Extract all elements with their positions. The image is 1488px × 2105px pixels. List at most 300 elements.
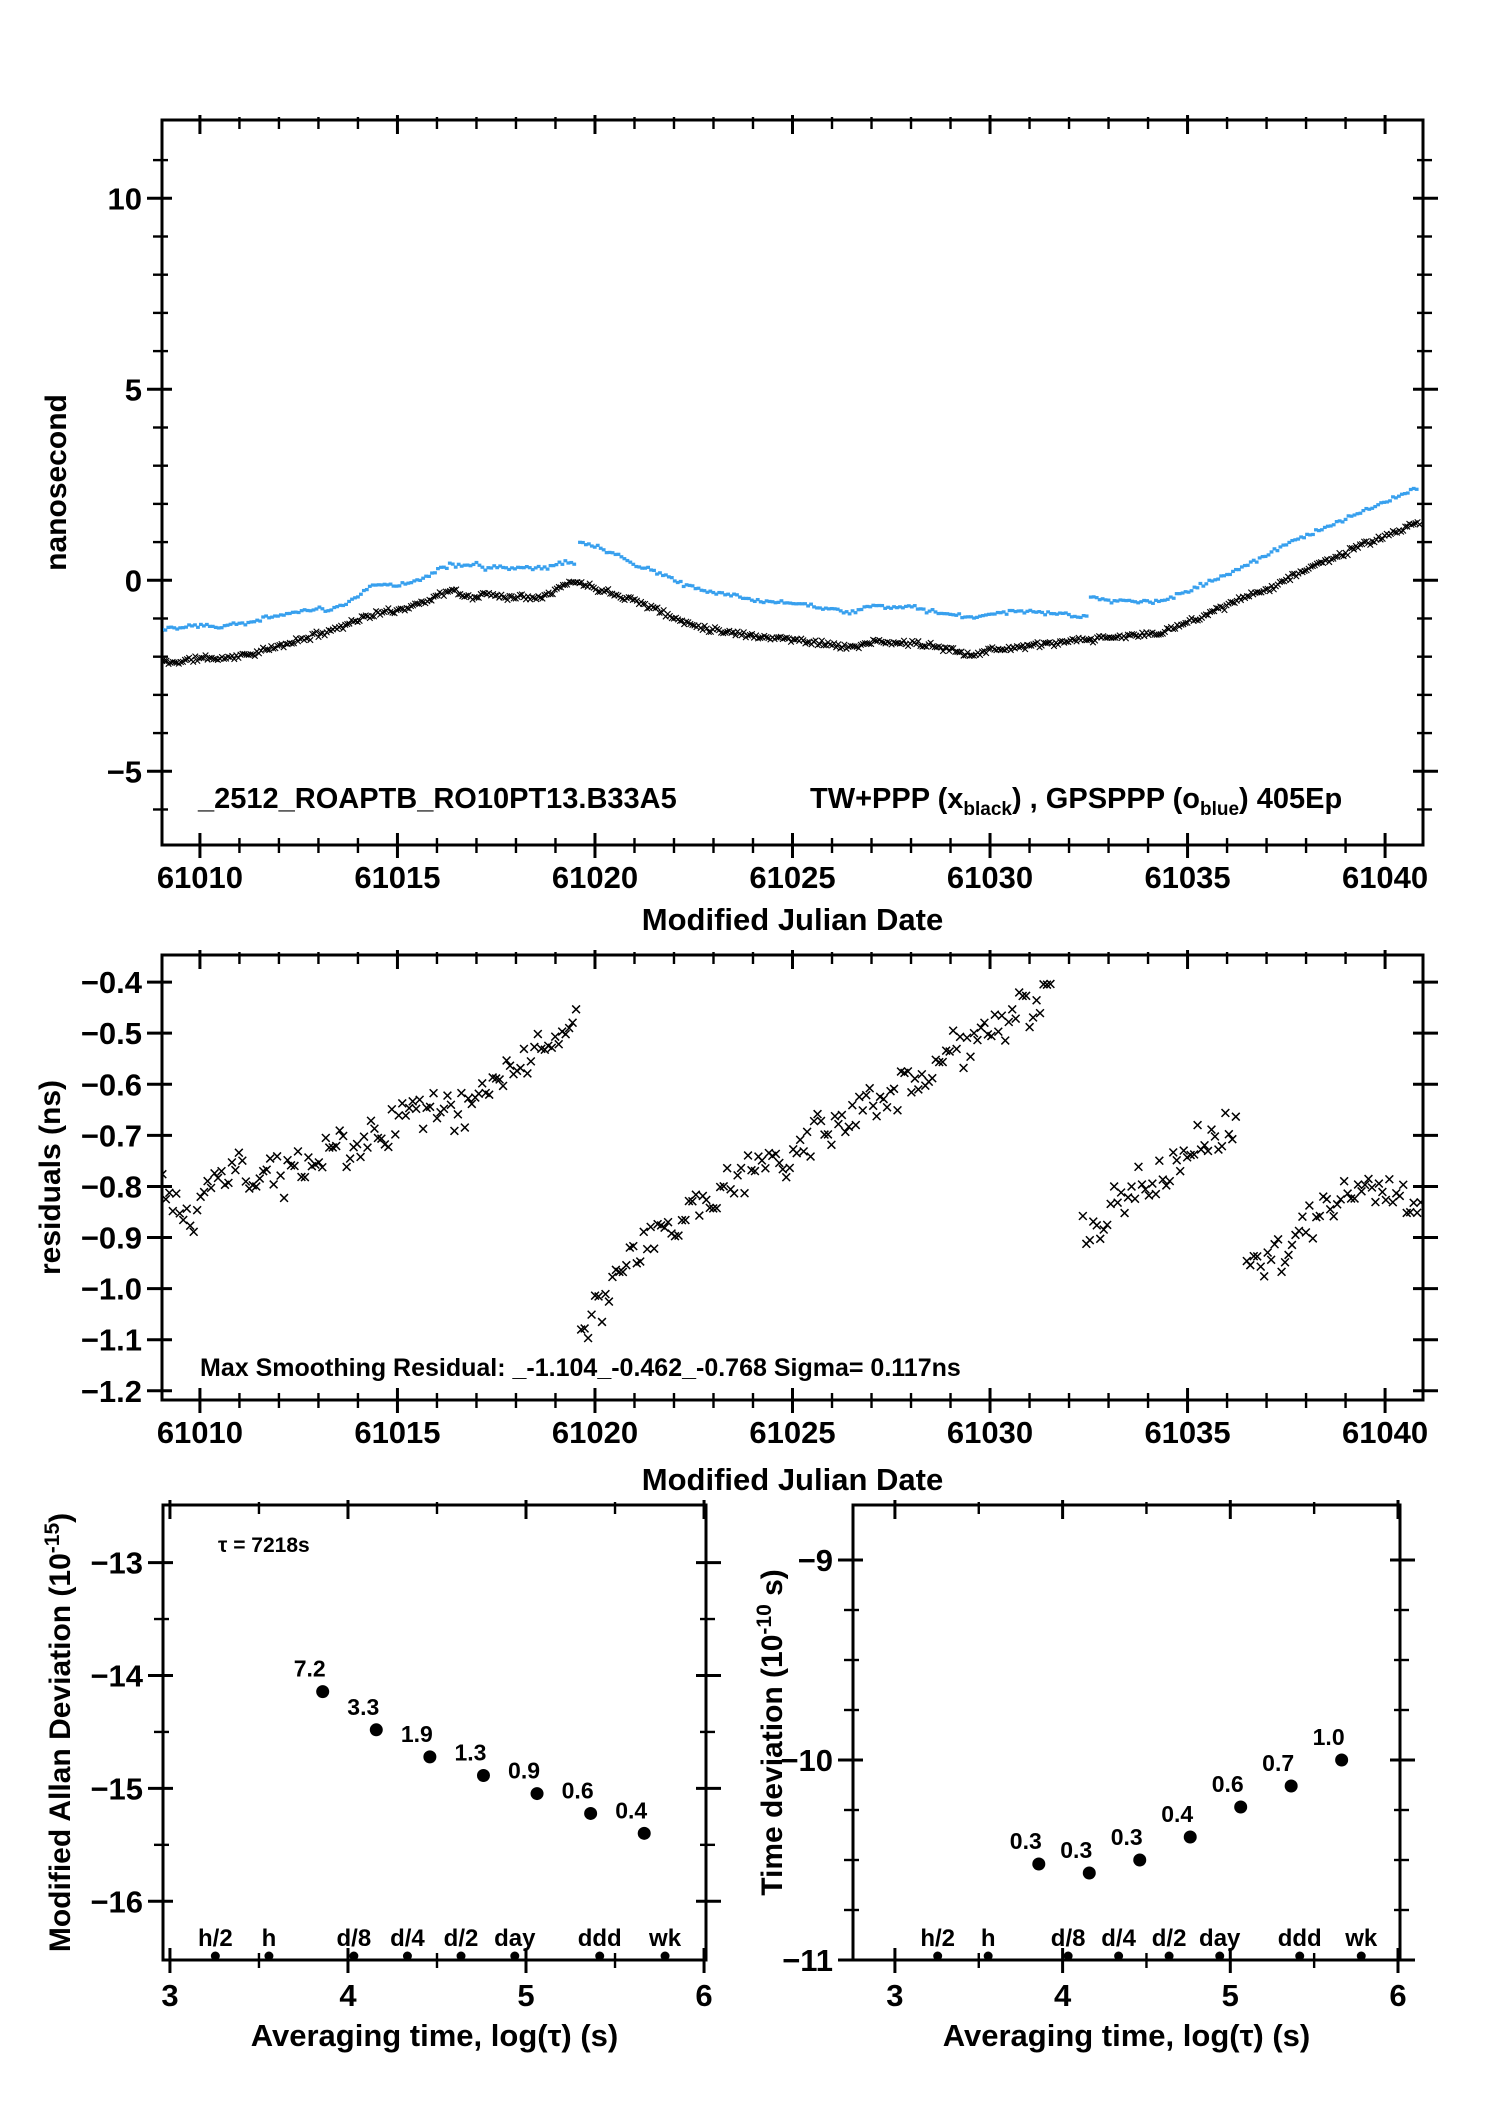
tdev-x-axis-title: Averaging time, log(τ) (s): [942, 2018, 1311, 2053]
x-tick-label: 61025: [749, 1415, 836, 1450]
x-marker: [1114, 1199, 1122, 1207]
x-marker: [183, 1205, 191, 1213]
x-marker: [800, 1148, 808, 1156]
x-marker: [258, 648, 264, 654]
tau-duration-label: wk: [1345, 1925, 1378, 1952]
x-marker: [461, 1124, 469, 1132]
tdev-data-point-label: 0.3: [1110, 1824, 1143, 1850]
x-marker: [1026, 1023, 1034, 1031]
x-marker: [398, 1099, 406, 1107]
x-tick-label: 61040: [1341, 1415, 1429, 1450]
x-marker: [211, 1169, 219, 1177]
x-tick-label: 61035: [1144, 860, 1231, 895]
x-marker: [609, 1273, 617, 1281]
x-tick-label: 61025: [749, 860, 836, 895]
tdev-data-point: [1032, 1858, 1045, 1871]
x-marker: [273, 1152, 281, 1160]
square-marker: [1228, 573, 1232, 576]
x-tick-label: 61035: [1144, 1415, 1231, 1450]
x-marker: [796, 1136, 804, 1144]
y-tick-label: −14: [90, 1658, 143, 1694]
tdev-data-point: [1184, 1831, 1197, 1844]
x-marker: [883, 1103, 891, 1111]
square-marker: [480, 566, 484, 569]
x-marker: [758, 1157, 766, 1165]
x-marker: [908, 1088, 916, 1096]
x-tick-label: 6: [1389, 1978, 1407, 2013]
x-marker: [190, 659, 196, 665]
tau-axis-dot: [510, 1952, 519, 1961]
square-marker: [1196, 586, 1200, 589]
tdev-chart: [753, 1500, 1415, 2053]
x-marker: [598, 1318, 606, 1326]
square-marker: [854, 611, 858, 614]
x-marker: [447, 1101, 455, 1109]
x-marker: [520, 1045, 528, 1053]
x-marker: [1274, 1235, 1282, 1243]
x-marker: [318, 1163, 326, 1171]
x-marker: [1169, 1148, 1177, 1156]
square-marker: [1270, 550, 1274, 553]
square-marker: [1005, 613, 1009, 616]
y-tick-label: −10: [780, 1743, 833, 1778]
x-marker: [1194, 1121, 1202, 1129]
x-marker: [1344, 1190, 1352, 1198]
x-marker: [1121, 1209, 1129, 1217]
tau-axis-dot: [264, 1952, 273, 1961]
square-marker: [1204, 582, 1208, 585]
square-marker: [652, 569, 656, 572]
x-marker: [1093, 1221, 1101, 1229]
x-marker: [730, 1189, 738, 1197]
x-marker: [384, 1143, 392, 1151]
square-marker: [679, 580, 683, 583]
tdev-data-point: [1234, 1801, 1247, 1814]
x-marker: [1399, 1181, 1407, 1189]
x-marker: [1107, 1200, 1115, 1208]
x-marker: [647, 1223, 655, 1231]
x-marker: [807, 1153, 815, 1161]
phase-ticks: [147, 115, 1438, 858]
x-marker: [841, 1128, 849, 1136]
tau-axis-dot: [1064, 1952, 1073, 1961]
mdev-data-point-label: 3.3: [347, 1693, 380, 1720]
tdev-data-point-label: 1.0: [1312, 1724, 1345, 1750]
x-marker: [534, 1030, 542, 1038]
square-marker: [359, 593, 363, 596]
y-tick-label: −15: [90, 1771, 143, 1807]
x-marker: [172, 1190, 180, 1198]
tdev-data-point-label: 0.3: [1009, 1828, 1042, 1854]
mdev-data-point-label: 1.9: [400, 1720, 433, 1747]
x-marker: [225, 1179, 233, 1187]
x-marker: [232, 1166, 240, 1174]
x-marker: [1299, 1213, 1307, 1221]
mdev-data-point: [316, 1685, 329, 1698]
residuals-chart: [34, 950, 1438, 1497]
x-tick-label: 61020: [551, 860, 639, 895]
x-marker: [444, 1092, 452, 1100]
x-marker: [551, 1033, 559, 1041]
square-marker: [1311, 533, 1315, 536]
tau-duration-label: d/8: [336, 1925, 372, 1952]
x-marker: [235, 1149, 243, 1157]
x-marker: [1036, 1009, 1044, 1017]
mdev-data-point-label: 0.9: [508, 1757, 541, 1784]
phase-frame: [162, 120, 1423, 845]
x-marker: [828, 1141, 836, 1149]
tau-duration-label: wk: [649, 1925, 682, 1952]
tau-axis-dot: [349, 1952, 358, 1961]
tau-axis-dot: [933, 1952, 942, 1961]
tau-duration-label: d/2: [1151, 1925, 1187, 1952]
tdev-data-point: [1335, 1754, 1348, 1767]
square-marker: [670, 576, 674, 579]
square-marker: [848, 612, 852, 615]
tau-duration-label: ddd: [577, 1925, 622, 1952]
tau-axis-dot: [1295, 1952, 1304, 1961]
square-marker: [1172, 597, 1176, 600]
x-marker: [956, 1033, 964, 1041]
square-marker: [1415, 488, 1419, 491]
square-marker: [1332, 523, 1336, 526]
y-tick-label: 10: [107, 181, 142, 217]
x-tick-label: 6: [695, 1978, 713, 2013]
x-marker: [1260, 1272, 1268, 1280]
tau-duration-label: d/4: [1101, 1925, 1136, 1952]
phase-x-axis-title: Modified Julian Date: [641, 902, 944, 937]
x-tick-label: 61030: [946, 1415, 1034, 1450]
square-marker: [1151, 602, 1155, 605]
tau-annotation: τ = 7218s: [218, 1534, 310, 1557]
tau-axis-dot: [595, 1952, 604, 1961]
x-marker: [827, 642, 833, 648]
x-marker: [1246, 1261, 1254, 1269]
x-marker: [614, 592, 620, 598]
square-marker: [691, 584, 695, 587]
x-marker: [1385, 1175, 1393, 1183]
x-marker: [1029, 1014, 1037, 1022]
x-marker: [1305, 1202, 1313, 1210]
x-tick-label: 61010: [156, 860, 244, 895]
x-marker: [1008, 1005, 1016, 1013]
x-tick-label: 5: [1221, 1978, 1239, 2013]
y-tick-label: −1.0: [80, 1271, 142, 1307]
x-tick-label: 61040: [1341, 860, 1429, 895]
mdev-ticks: [148, 1500, 721, 1973]
residual-points-series: [158, 980, 1424, 1342]
x-tick-label: 61010: [156, 1415, 244, 1450]
x-marker: [845, 1123, 853, 1131]
square-marker: [454, 566, 458, 569]
x-marker: [1152, 1190, 1160, 1198]
y-tick-label: −0.9: [80, 1220, 142, 1256]
y-tick-label: −1.2: [80, 1373, 142, 1409]
square-marker: [1255, 560, 1259, 563]
x-marker: [584, 1334, 592, 1342]
x-marker: [416, 1096, 424, 1104]
x-marker: [371, 1125, 379, 1133]
square-marker: [957, 612, 961, 615]
tau-duration-label: d/2: [443, 1925, 479, 1952]
tau-axis-dot: [403, 1952, 412, 1961]
square-marker: [1302, 536, 1306, 539]
TW+PPP-black-series: [160, 519, 1423, 666]
x-marker: [890, 1085, 898, 1093]
x-marker: [527, 1057, 535, 1065]
x-marker: [873, 1112, 881, 1120]
x-marker: [911, 1075, 919, 1083]
x-marker: [1100, 1226, 1108, 1234]
x-marker: [256, 1175, 264, 1183]
tau-duration-label: d/8: [1050, 1925, 1086, 1952]
square-marker: [1216, 578, 1220, 581]
x-marker: [270, 1181, 278, 1189]
x-tick-label: 61015: [354, 1415, 441, 1450]
GPSPPP-blue-series: [160, 487, 1418, 632]
x-marker: [1323, 1195, 1331, 1203]
tau-duration-label: h: [261, 1925, 277, 1952]
x-marker: [835, 1120, 843, 1128]
x-marker: [967, 1053, 975, 1061]
square-marker: [572, 563, 576, 566]
square-marker: [560, 563, 564, 566]
x-marker: [1309, 1235, 1317, 1243]
x-marker: [1033, 996, 1041, 1004]
x-marker: [238, 1157, 246, 1165]
tau-duration-label: day: [494, 1925, 536, 1952]
x-marker: [1135, 1163, 1143, 1171]
x-marker: [803, 1128, 811, 1136]
x-marker: [440, 1105, 448, 1113]
x-marker: [782, 1173, 790, 1181]
mdev-data-point-label: 0.4: [615, 1797, 648, 1824]
x-marker: [1368, 1184, 1376, 1192]
x-marker: [457, 1089, 465, 1097]
mdev-data-point: [531, 1787, 544, 1800]
x-marker: [772, 1150, 780, 1158]
x-tick-label: 4: [1053, 1978, 1072, 2013]
x-marker: [855, 1093, 863, 1101]
y-tick-label: −0.5: [80, 1016, 142, 1052]
mdev-data-point-label: 7.2: [293, 1655, 326, 1682]
x-marker: [280, 1194, 288, 1202]
tau-axis-dot: [984, 1952, 993, 1961]
phase-chart: [40, 115, 1438, 937]
x-marker: [953, 1045, 961, 1053]
square-marker: [365, 588, 369, 591]
square-marker: [1190, 589, 1194, 592]
x-marker: [1096, 1235, 1104, 1243]
y-tick-label: −0.4: [80, 965, 142, 1001]
y-tick-label: −9: [797, 1543, 833, 1578]
x-marker: [315, 1158, 323, 1166]
x-marker: [391, 1131, 399, 1139]
square-marker: [546, 567, 550, 570]
tdev-data-point-label: 0.7: [1262, 1750, 1295, 1776]
y-tick-label: −0.8: [80, 1169, 142, 1205]
x-marker: [530, 1043, 538, 1051]
x-marker: [1117, 1189, 1125, 1197]
y-tick-label: −13: [90, 1545, 143, 1581]
square-marker: [1085, 614, 1089, 617]
x-marker: [412, 1105, 420, 1113]
square-marker: [398, 584, 402, 587]
x-marker: [869, 1102, 877, 1110]
tau-duration-label: day: [1199, 1925, 1241, 1952]
x-marker: [1079, 1212, 1087, 1220]
x-marker: [402, 1112, 410, 1120]
y-tick-label: −5: [106, 754, 142, 790]
tau-duration-label: h/2: [920, 1925, 956, 1952]
mdev-chart: [41, 1500, 721, 2053]
x-marker: [977, 1024, 985, 1032]
x-marker: [1221, 1109, 1229, 1117]
tau-axis-dot: [1165, 1952, 1174, 1961]
x-marker: [1225, 1130, 1233, 1138]
x-tick-label: 4: [339, 1978, 357, 2013]
x-marker: [963, 1034, 971, 1042]
square-marker: [1344, 518, 1348, 521]
x-marker: [994, 1028, 1002, 1036]
tau-axis-dot: [1114, 1952, 1123, 1961]
x-marker: [1228, 1135, 1236, 1143]
x-marker: [419, 1125, 427, 1133]
tau-duration-label: h/2: [197, 1925, 233, 1952]
x-marker: [744, 1152, 752, 1160]
tdev-data-point-label: 0.4: [1161, 1801, 1194, 1827]
square-marker: [433, 571, 437, 574]
y-tick-label: −0.6: [80, 1067, 142, 1103]
x-marker: [367, 1117, 375, 1125]
x-marker: [640, 1228, 648, 1236]
x-marker: [588, 1311, 596, 1319]
square-marker: [1246, 564, 1250, 567]
x-marker: [1378, 1188, 1386, 1196]
x-marker: [228, 1159, 236, 1167]
tau-duration-label: h: [980, 1925, 996, 1952]
x-marker: [364, 1144, 372, 1152]
x-marker: [305, 1154, 313, 1162]
mdev-data-point: [638, 1827, 651, 1840]
x-marker: [395, 1112, 403, 1120]
mdev-x-axis-title: Averaging time, log(τ) (s): [250, 2018, 619, 2053]
mdev-data-point: [423, 1750, 436, 1763]
x-marker: [998, 1012, 1006, 1020]
tau-axis-dot: [661, 1952, 670, 1961]
x-marker: [1333, 1200, 1341, 1208]
tau-axis-dot: [457, 1952, 466, 1961]
max-smoothing-residual-label: Max Smoothing Residual: _-1.104_-0.462_-0.768 Sigma= 0.117ns: [200, 1354, 961, 1382]
x-marker: [1295, 1227, 1303, 1235]
mdev-data-point-label: 0.6: [561, 1777, 594, 1804]
x-marker: [1398, 529, 1404, 535]
x-marker: [360, 1133, 368, 1141]
y-tick-label: −1.1: [80, 1322, 142, 1358]
series-legend-label: TW+PPP $(x_{black})$ , GPSPPP $(o_{blue})$ 405Ep: [810, 783, 1343, 820]
x-tick-label: 3: [886, 1978, 904, 2013]
y-tick-label: −16: [90, 1884, 143, 1920]
y-tick-label: −0.7: [80, 1118, 142, 1154]
x-tick-label: 61020: [551, 1415, 639, 1450]
x-marker: [880, 1095, 888, 1103]
x-marker: [695, 1212, 703, 1220]
x-marker: [478, 1079, 486, 1087]
residuals-ticks: [147, 950, 1438, 1413]
x-marker: [981, 1019, 989, 1027]
x-marker: [650, 1245, 658, 1253]
tau-axis-dot: [1357, 1952, 1366, 1961]
x-marker: [357, 1153, 365, 1161]
x-marker: [193, 1206, 201, 1214]
x-marker: [197, 1193, 205, 1201]
x-marker: [1372, 1198, 1380, 1206]
x-marker: [1176, 1167, 1184, 1175]
dataset-id-label: _2512_ROAPTB_RO10PT13.B33A5: [198, 783, 677, 815]
x-marker: [1271, 1240, 1279, 1248]
x-marker: [451, 1127, 459, 1135]
x-marker: [991, 1011, 999, 1019]
x-marker: [894, 1106, 902, 1114]
tdev-data-point-label: 0.6: [1211, 1771, 1244, 1797]
mdev-data-point-label: 1.3: [454, 1739, 487, 1766]
mdev-data-point: [584, 1807, 597, 1820]
x-tick-label: 3: [161, 1978, 179, 2013]
x-marker: [702, 1196, 710, 1204]
x-marker: [1103, 1221, 1111, 1229]
x-marker: [723, 1164, 731, 1172]
x-marker: [914, 1086, 922, 1094]
tdev-data-point: [1083, 1867, 1096, 1880]
residuals-frame: [162, 955, 1423, 1400]
mdev-frame: [163, 1505, 706, 1960]
residuals-y-axis-title: residuals (ns): [34, 1079, 67, 1276]
x-marker: [355, 619, 361, 625]
x-marker: [852, 1121, 860, 1129]
square-marker: [196, 626, 200, 629]
x-marker: [831, 1112, 839, 1120]
tau-axis-dot: [211, 1952, 220, 1961]
x-marker: [605, 1298, 613, 1306]
tau-duration-label: ddd: [1277, 1925, 1322, 1952]
x-marker: [353, 1140, 361, 1148]
tdev-y-axis-title: Time deviation ($10^{-10}$ s): [753, 1569, 789, 1896]
mdev-y-axis-title: Modified Allan Deviation $(10^{-15})$: [41, 1512, 77, 1953]
x-tick-label: 5: [517, 1978, 535, 2013]
x-marker: [200, 1188, 208, 1196]
tdev-data-point: [1285, 1780, 1298, 1793]
x-marker: [734, 1171, 742, 1179]
x-tick-label: 61030: [946, 860, 1034, 895]
square-marker: [596, 544, 600, 547]
x-marker: [786, 1164, 794, 1172]
x-marker: [848, 1101, 856, 1109]
square-marker: [1388, 499, 1392, 502]
square-marker: [258, 619, 262, 622]
x-marker: [430, 1089, 438, 1097]
x-tick-label: 61015: [354, 860, 441, 895]
x-marker: [1345, 552, 1351, 558]
x-marker: [1278, 1268, 1286, 1276]
x-marker: [277, 1172, 285, 1180]
mdev-data-point: [477, 1769, 490, 1782]
x-marker: [343, 1163, 351, 1171]
x-marker: [602, 1290, 610, 1298]
square-marker: [1276, 549, 1280, 552]
x-marker: [1232, 1113, 1240, 1121]
residuals-x-axis-title: Modified Julian Date: [641, 1462, 944, 1497]
x-marker: [1001, 1037, 1009, 1045]
